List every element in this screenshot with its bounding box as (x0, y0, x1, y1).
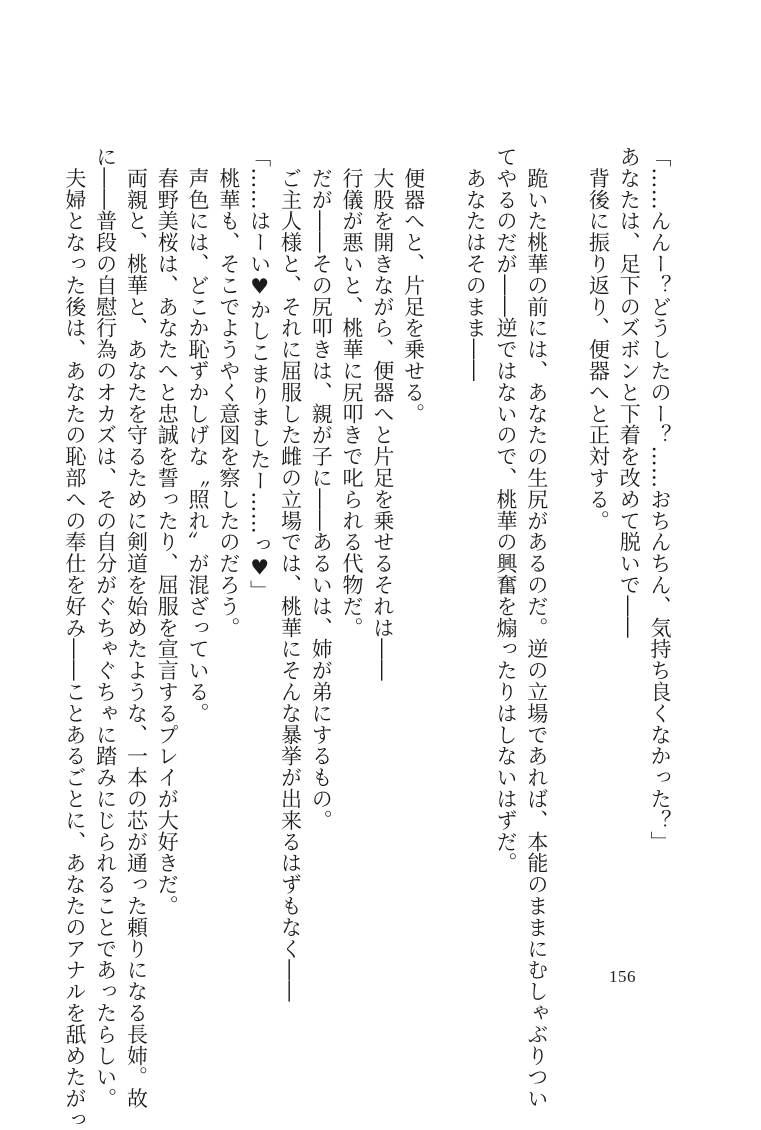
text-line: 両親と、桃華と、あなたを守るために剣道を始めたような、一本の芯が通った頼りになる長姉。故 (124, 146, 149, 1109)
text-line: だが――その尻叩きは、親が子に――あるいは、姉が弟にするもの。 (309, 146, 334, 831)
text-line: ご主人様と、それに屈服した雌の立場では、桃華にそんな暴挙が出来るはずもなく―― (278, 146, 303, 1002)
text-line: 「……はーい♥かしこまりましたー……っ♥」 (247, 146, 272, 602)
text-line: 背後に振り返り、便器へと正対する。 (586, 146, 611, 532)
text-line: 「……んんー？どうしたのー？……おちんちん、気持ち良くなかった？」 (648, 146, 672, 853)
vertical-text-body (62, 146, 675, 1130)
text-line: 春野美桜は、あなたへと忠誠を誓ったり、屈服を宣言するプレイが大好きだ。 (155, 146, 180, 917)
text-line: てやるのだが――逆ではないので、桃華の興奮を煽ったりはしないはずだ。 (494, 146, 519, 874)
text-line: 便器へと、片足を乗せる。 (401, 146, 426, 425)
text-line: 声色には、どこか恥ずかしげな〝照れ〟が混ざっている。 (186, 146, 211, 724)
text-line: 行儀が悪いと、桃華に尻叩きで叱られる代物だ。 (340, 146, 365, 639)
text-line: 跪いた桃華の前には、あなたの生尻があるのだ。逆の立場であれば、本能のままにむしゃぶりつい (524, 146, 549, 1109)
text-line: 夫婦となった後は、あなたの恥部への奉仕を好み――ことあるごとに、あなたのアナルを舐めたがっ (62, 146, 87, 1130)
text-line: 桃華も、そこでようやく意図を察したのだろう。 (216, 146, 241, 639)
text-line: に――普段の自慰行為のオカズは、その自分がぐちゃぐちゃに踏みにじられることであったらしい。 (93, 146, 118, 1109)
text-line: 大股を開きながら、便器へと片足を乗せるそれは―― (370, 146, 395, 681)
text-line: あなたはそのまま―― (463, 146, 488, 382)
text-line (429, 146, 460, 980)
page-number: 156 (609, 967, 636, 986)
text-line (552, 146, 583, 980)
text-line: あなたは、足下のズボンと下着を改めて脱いで―― (617, 146, 642, 639)
